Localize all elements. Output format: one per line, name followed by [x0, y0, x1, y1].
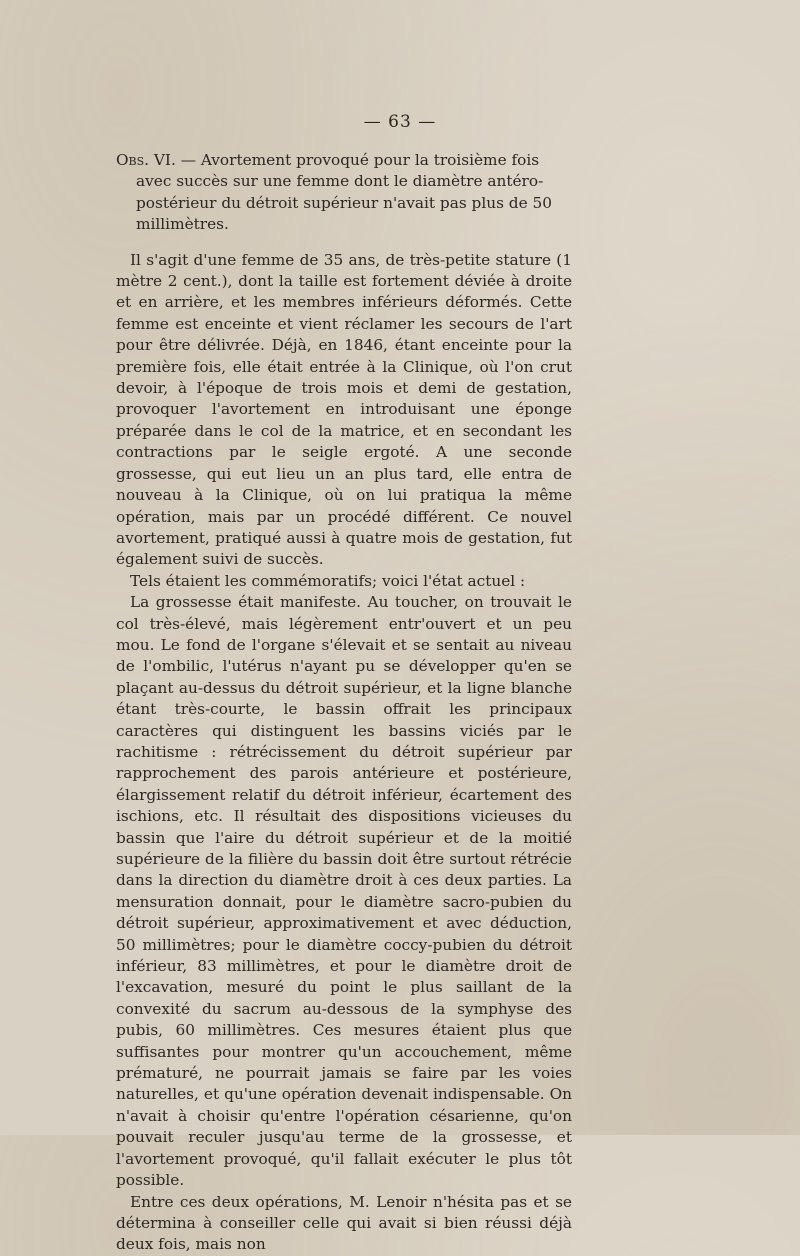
paragraph-decision: Entre ces deux opérations, M. Lenoir n'hésita pas et se détermina à conseiller celle qui avait si bien réussi déjà deux fois, mais non [116, 1192, 572, 1254]
page-body [116, 150, 572, 1256]
page-number: — 63 — [363, 112, 437, 132]
paragraph-case-history: Il s'agit d'une femme de 35 ans, de très-petite stature (1 mètre 2 cent.), dont la taille est fortement déviée à droite et en arrière, et les membres inférieurs déformés. Cette femme est enceinte et vient réclamer les secours de l'art pour être délivrée. Déjà, en 1846, étant enceinte pour la première fois, elle était entrée à la Clinique, où l'on crut devoir, à l'époque de trois mois et demi de gestation, provoquer l'avortement en introduisant une éponge préparée dans le col de la matrice, et en secondant les contractions par le seigle ergoté. A une seconde grossesse, qui eut lieu un an plus tard, elle entra de nouveau à la Clinique, où on lui pratiqua la même opération, mais par un procédé différent. Ce nouvel avortement, pratiqué aussi à quatre mois de gestation, fut également suivi de succès. [116, 250, 572, 569]
paragraph-examination: La grossesse était manifeste. Au toucher, on trouvait le col très-élevé, mais légèrement entr'ouvert et un peu mou. Le fond de l'organe s'élevait et se sentait au niveau de l'ombilic, l'utérus n'ayant pu se développer qu'en se plaçant au-dessus du détroit supérieur, et la ligne blanche étant très-courte, le bassin offrait les principaux caractères qui distinguent les bassins viciés par le rachitisme : rétrécissement du détroit supérieur par rapprochement des parois antérieure et postérieure, élargissement relatif du détroit inférieur, écartement des ischions, etc. Il résultait des dispositions vicieuses du bassin que l'aire du détroit supérieur et de la moitié supérieure de la filière du bassin doit être surtout rétrécie dans la direction du diamètre droit à ces deux parties. La mensuration donnait, pour le diamètre sacro-pubien du détroit supérieur, approximativement et avec déduction, 50 millimètres; pour le diamètre coccy-pubien du détroit inférieur, 83 millimètres, et pour le diamètre droit de l'excavation, mesuré du point le plus saillant de la convexité du sacrum au-dessous de la symphyse des pubis, 60 millimètres. Ces mesures étaient plus que suffisantes pour montrer qu'un accouchement, même prématuré, ne pourrait jamais se faire par les voies naturelles, et qu'une opération devenait indispensable. On n'avait à choisir qu'entre l'opération césarienne, qu'on pouvait reculer jusqu'au terme de la grossesse, et l'avortement provoqué, qu'il fallait exécuter le plus tôt possible. [116, 593, 572, 1190]
paragraph-transition: Tels étaient les commémoratifs; voici l'état actuel : [130, 571, 526, 590]
observation-text: — Avortement provoqué pour la troisième fois avec succès sur une femme dont le diamètre antéro-postérieur du détroit supérieur n'avait pas plus de 50 millimètres. [136, 151, 552, 234]
observation-heading [116, 150, 572, 236]
observation-label: Obs. VI. [116, 151, 176, 169]
